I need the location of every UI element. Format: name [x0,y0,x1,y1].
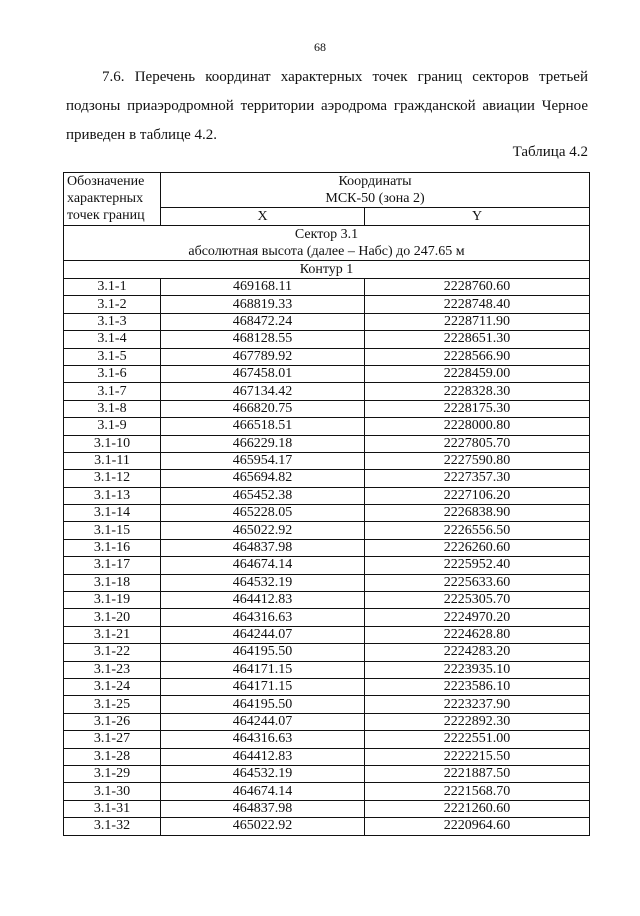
x-coordinate-cell: 464674.14 [161,557,365,574]
point-id-cell: 3.1-16 [64,539,161,556]
x-coordinate-cell: 465452.38 [161,487,365,504]
y-coordinate-cell: 2228459.00 [365,365,590,382]
point-id-cell: 3.1-10 [64,435,161,452]
point-id-cell: 3.1-25 [64,696,161,713]
x-coordinate-cell: 464244.07 [161,626,365,643]
point-id-cell: 3.1-31 [64,800,161,817]
table-caption: Таблица 4.2 [512,144,588,160]
table-row [64,800,590,817]
y-coordinate-cell: 2228566.90 [365,348,590,365]
sector-height: абсолютная высота (далее – Набс) до 247.65 м [188,244,465,259]
table-row [64,748,590,765]
header-coordinates-title: Координаты [338,174,412,189]
y-coordinate-cell: 2228760.60 [365,279,590,296]
table-row [64,470,590,487]
x-coordinate-cell: 466518.51 [161,418,365,435]
header-coordinate-system: МСК-50 (зона 2) [325,191,425,206]
table-row [64,539,590,556]
x-coordinate-cell: 467789.92 [161,348,365,365]
point-id-cell: 3.1-9 [64,418,161,435]
y-coordinate-cell: 2223935.10 [365,661,590,678]
x-coordinate-cell: 469168.11 [161,279,365,296]
x-coordinate-cell: 467458.01 [161,365,365,382]
point-id-cell: 3.1-22 [64,644,161,661]
point-id-cell: 3.1-2 [64,296,161,313]
point-id-cell: 3.1-32 [64,818,161,835]
point-id-cell: 3.1-13 [64,487,161,504]
point-id-cell: 3.1-12 [64,470,161,487]
x-coordinate-cell: 464532.19 [161,574,365,591]
x-coordinate-cell: 466229.18 [161,435,365,452]
y-coordinate-cell: 2226260.60 [365,539,590,556]
x-coordinate-cell: 464171.15 [161,678,365,695]
x-coordinate-cell: 464316.63 [161,731,365,748]
table-row [64,383,590,400]
intro-line-2: подзоны приаэродромной территории аэродрома гражданской авиации Черное [66,98,588,114]
intro-line-3: приведен в таблице 4.2. [66,127,218,143]
header-y: Y [365,208,590,226]
table-row [64,557,590,574]
point-id-cell: 3.1-7 [64,383,161,400]
x-coordinate-cell: 464244.07 [161,713,365,730]
header-point-line-2: характерных [67,191,144,206]
point-id-cell: 3.1-24 [64,678,161,695]
table-row [64,418,590,435]
contour-title: Контур 1 [64,261,590,279]
point-id-cell: 3.1-19 [64,592,161,609]
table-row [64,765,590,782]
y-coordinate-cell: 2228651.30 [365,331,590,348]
point-id-cell: 3.1-26 [64,713,161,730]
point-id-cell: 3.1-3 [64,313,161,330]
y-coordinate-cell: 2228175.30 [365,400,590,417]
point-id-cell: 3.1-27 [64,731,161,748]
point-id-cell: 3.1-21 [64,626,161,643]
table-row [64,713,590,730]
x-coordinate-cell: 465228.05 [161,505,365,522]
header-x: X [161,208,365,226]
header-point-designation [64,173,161,226]
y-coordinate-cell: 2221568.70 [365,783,590,800]
y-coordinate-cell: 2228328.30 [365,383,590,400]
y-coordinate-cell: 2228711.90 [365,313,590,330]
y-coordinate-cell: 2222892.30 [365,713,590,730]
point-id-cell: 3.1-14 [64,505,161,522]
point-id-cell: 3.1-11 [64,452,161,469]
table-row [64,609,590,626]
table-row [64,574,590,591]
point-id-cell: 3.1-6 [64,365,161,382]
x-coordinate-cell: 464674.14 [161,783,365,800]
y-coordinate-cell: 2227106.20 [365,487,590,504]
table-row [64,313,590,330]
point-id-cell: 3.1-1 [64,279,161,296]
table-row [64,592,590,609]
x-coordinate-cell: 464316.63 [161,609,365,626]
x-coordinate-cell: 464532.19 [161,765,365,782]
y-coordinate-cell: 2221260.60 [365,800,590,817]
y-coordinate-cell: 2226838.90 [365,505,590,522]
table-row [64,731,590,748]
x-coordinate-cell: 464412.83 [161,748,365,765]
sector-title: Сектор 3.1 [294,227,359,242]
table-row [64,783,590,800]
y-coordinate-cell: 2224628.80 [365,626,590,643]
table-row [64,279,590,296]
x-coordinate-cell: 464195.50 [161,644,365,661]
y-coordinate-cell: 2222215.50 [365,748,590,765]
y-coordinate-cell: 2224970.20 [365,609,590,626]
y-coordinate-cell: 2223237.90 [365,696,590,713]
table-row [64,296,590,313]
point-id-cell: 3.1-20 [64,609,161,626]
table-row [64,818,590,835]
table-row [64,365,590,382]
point-id-cell: 3.1-8 [64,400,161,417]
x-coordinate-cell: 467134.42 [161,383,365,400]
sector-heading [64,226,590,261]
y-coordinate-cell: 2225952.40 [365,557,590,574]
intro-line-1: 7.6. Перечень координат характерных точек границ секторов третьей [102,69,588,85]
x-coordinate-cell: 464171.15 [161,661,365,678]
point-id-cell: 3.1-5 [64,348,161,365]
table-row [64,696,590,713]
table-row [64,331,590,348]
x-coordinate-cell: 464412.83 [161,592,365,609]
table-row [64,348,590,365]
table-row [64,522,590,539]
y-coordinate-cell: 2226556.50 [365,522,590,539]
y-coordinate-cell: 2227590.80 [365,452,590,469]
x-coordinate-cell: 466820.75 [161,400,365,417]
point-id-cell: 3.1-23 [64,661,161,678]
coordinates-table [63,172,590,836]
x-coordinate-cell: 465022.92 [161,522,365,539]
x-coordinate-cell: 464837.98 [161,800,365,817]
intro-paragraph [66,63,588,150]
y-coordinate-cell: 2222551.00 [365,731,590,748]
point-id-cell: 3.1-4 [64,331,161,348]
x-coordinate-cell: 465022.92 [161,818,365,835]
x-coordinate-cell: 465694.82 [161,470,365,487]
point-id-cell: 3.1-15 [64,522,161,539]
table-row [64,435,590,452]
x-coordinate-cell: 464837.98 [161,539,365,556]
y-coordinate-cell: 2228748.40 [365,296,590,313]
x-coordinate-cell: 468128.55 [161,331,365,348]
table-row [64,452,590,469]
x-coordinate-cell: 465954.17 [161,452,365,469]
point-id-cell: 3.1-17 [64,557,161,574]
header-point-line-3: точек границ [67,208,145,223]
y-coordinate-cell: 2220964.60 [365,818,590,835]
x-coordinate-cell: 464195.50 [161,696,365,713]
table-row [64,400,590,417]
x-coordinate-cell: 468472.24 [161,313,365,330]
table-row [64,644,590,661]
header-point-line-1: Обозначение [67,174,145,189]
y-coordinate-cell: 2228000.80 [365,418,590,435]
y-coordinate-cell: 2227357.30 [365,470,590,487]
point-id-cell: 3.1-30 [64,783,161,800]
table-row [64,626,590,643]
page-number: 68 [314,40,326,54]
point-id-cell: 3.1-29 [64,765,161,782]
point-id-cell: 3.1-28 [64,748,161,765]
y-coordinate-cell: 2225633.60 [365,574,590,591]
y-coordinate-cell: 2221887.50 [365,765,590,782]
y-coordinate-cell: 2224283.20 [365,644,590,661]
y-coordinate-cell: 2223586.10 [365,678,590,695]
point-id-cell: 3.1-18 [64,574,161,591]
y-coordinate-cell: 2227805.70 [365,435,590,452]
table-row [64,487,590,504]
table-row [64,678,590,695]
table-row [64,505,590,522]
x-coordinate-cell: 468819.33 [161,296,365,313]
table-row [64,661,590,678]
y-coordinate-cell: 2225305.70 [365,592,590,609]
header-coordinates [161,173,590,208]
